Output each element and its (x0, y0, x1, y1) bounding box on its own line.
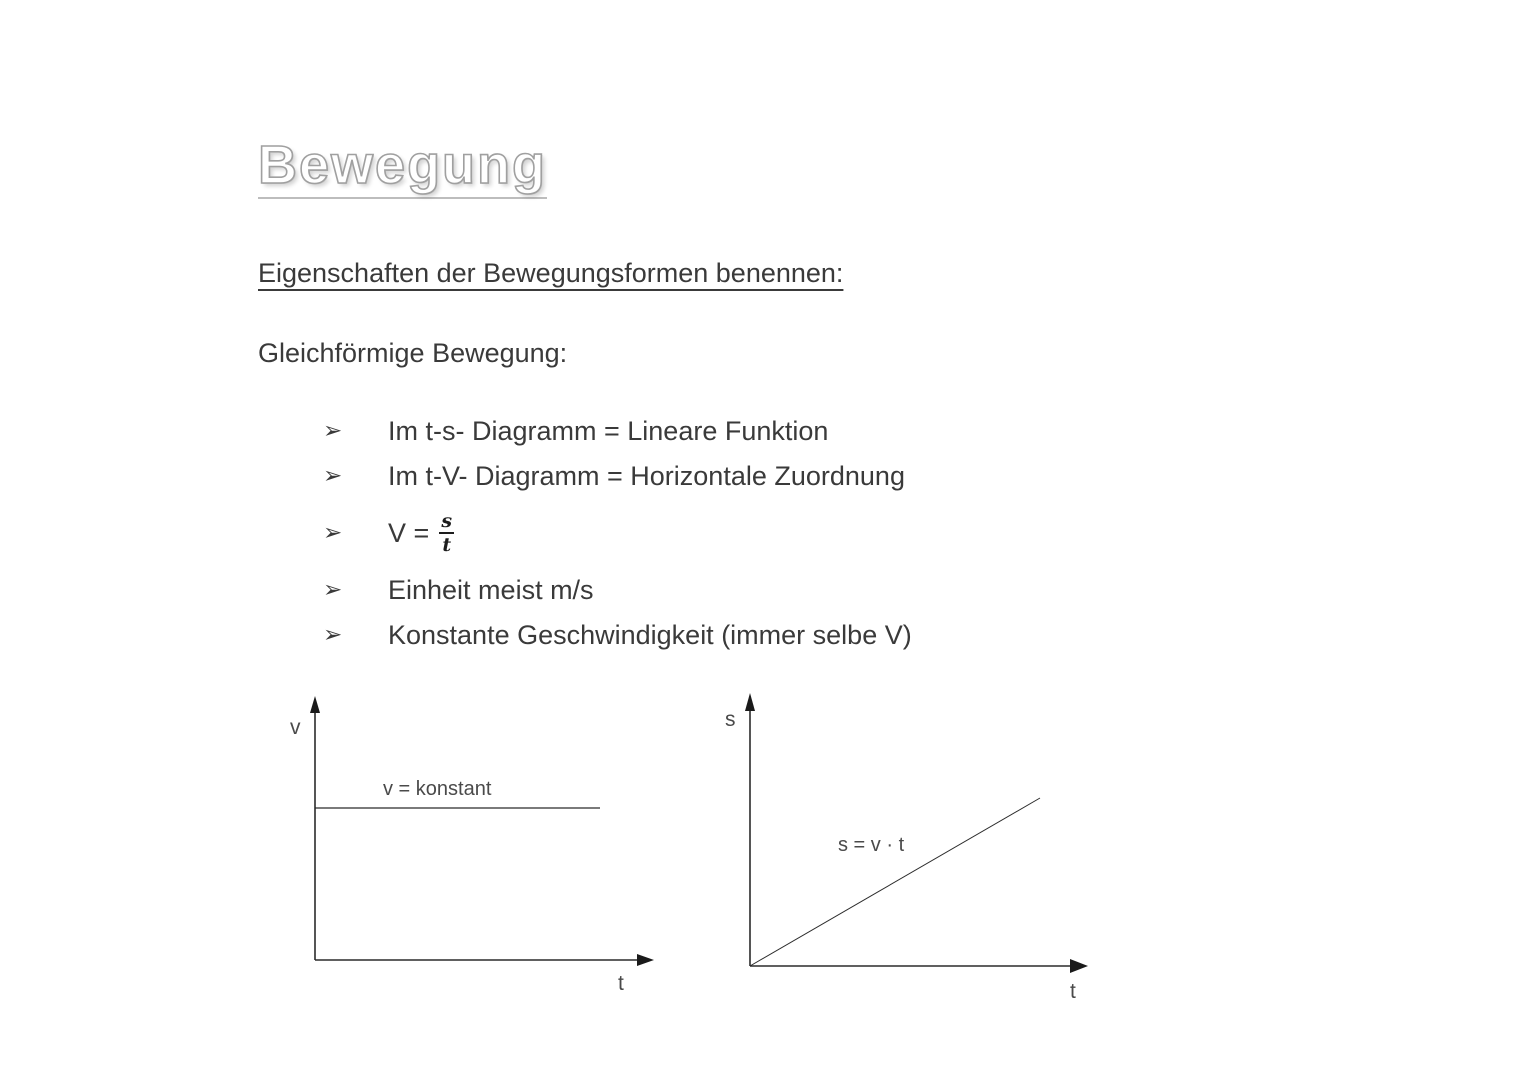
linear-distance-line (750, 798, 1040, 966)
fraction-numerator: s (441, 510, 453, 532)
y-axis-label: v (290, 716, 301, 739)
x-axis-arrow-icon (1070, 959, 1088, 973)
bullet-list (323, 414, 912, 652)
list-item-text: Einheit meist m/s (388, 575, 594, 605)
y-axis-arrow-icon (745, 693, 755, 711)
arrow-bullet-icon: ➢ (323, 463, 343, 489)
subsection-heading: Gleichförmige Bewegung: (258, 338, 568, 368)
list-item (323, 414, 912, 448)
formula-lhs: V = (388, 518, 430, 548)
arrow-bullet-icon: ➢ (323, 622, 343, 648)
list-item (323, 573, 912, 607)
section-heading: Eigenschaften der Bewegungsformen benennen: (258, 258, 844, 288)
line-annotation: s = v · t (838, 834, 905, 856)
list-item-text: Im t-V- Diagramm = Horizontale Zuordnung (388, 461, 905, 491)
vt-diagram (268, 692, 668, 1007)
list-item (323, 459, 912, 493)
y-axis-arrow-icon (310, 696, 320, 713)
x-axis-arrow-icon (637, 954, 654, 966)
y-axis-label: s (725, 708, 736, 731)
st-diagram (698, 688, 1118, 1018)
list-item-text: Konstante Geschwindigkeit (immer selbe V) (388, 620, 912, 650)
velocity-formula (388, 511, 454, 555)
x-axis-label: t (1070, 980, 1076, 1003)
list-item-text: Im t-s- Diagramm = Lineare Funktion (388, 416, 829, 446)
x-axis-label: t (618, 972, 624, 995)
line-annotation: v = konstant (383, 778, 492, 800)
formula-fraction (439, 511, 454, 555)
list-item (323, 618, 912, 652)
arrow-bullet-icon: ➢ (323, 418, 343, 444)
list-item (323, 504, 912, 562)
arrow-bullet-icon: ➢ (323, 577, 343, 603)
arrow-bullet-icon: ➢ (323, 520, 343, 546)
page-title: Bewegung (258, 134, 547, 199)
fraction-denominator: t (442, 534, 452, 556)
